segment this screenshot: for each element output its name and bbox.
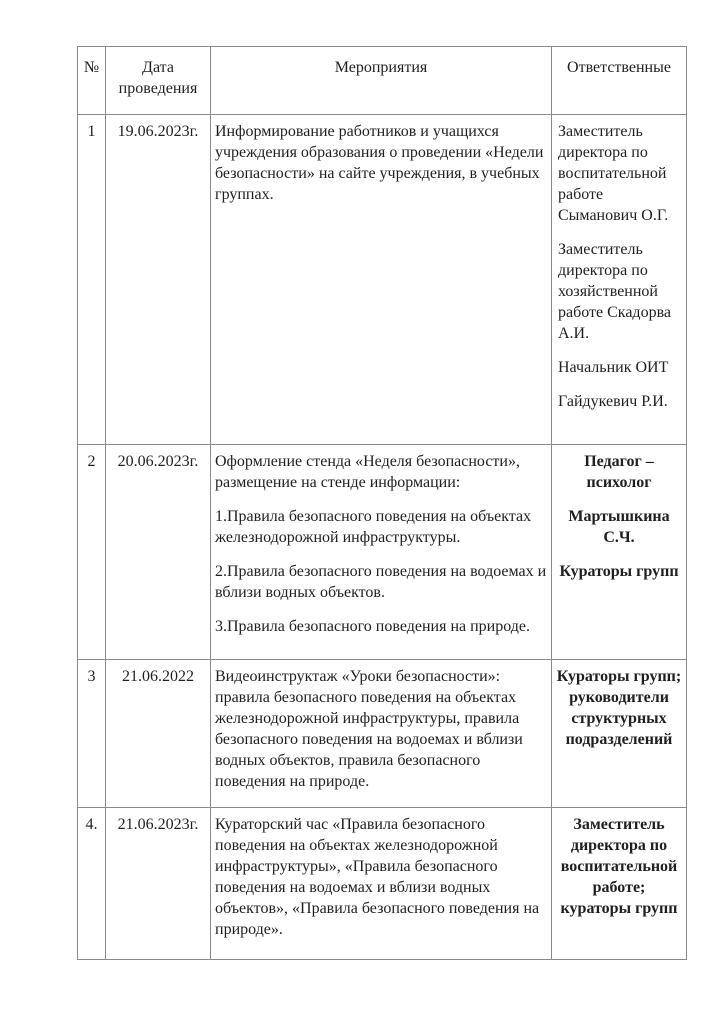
responsible-paragraph: Мартышкина С.Ч. — [568, 508, 670, 546]
responsible-paragraph: Кураторы групп — [559, 563, 679, 580]
row-number-cell: 4. — [78, 808, 106, 960]
responsible-paragraph: Педагог – психолог — [584, 453, 654, 491]
row-number-cell: 3 — [78, 660, 106, 808]
date-cell: 19.06.2023г. — [106, 115, 211, 445]
events-table — [77, 46, 687, 960]
row-number-cell: 2 — [78, 445, 106, 660]
activity-cell — [211, 808, 552, 960]
header-date: Дата проведения — [106, 47, 211, 115]
activity-paragraph: Кураторский час «Правила безопасного поведения на объектах железнодорожной инфраструктуры», «Правила безопасного поведения на водоемах и вблизи водных объектов», «Правила безопасного поведения на природе». — [215, 816, 540, 938]
row-number-cell: 1 — [78, 115, 106, 445]
responsible-paragraph: Кураторы групп; руководители структурных подразделений — [556, 668, 682, 748]
activity-paragraph: 1.Правила безопасного поведения на объектах железнодорожной инфраструктуры. — [215, 508, 532, 546]
responsible-cell — [552, 115, 687, 445]
table-row — [78, 115, 687, 445]
responsible-cell — [552, 445, 687, 660]
date-cell: 21.06.2023г. — [106, 808, 211, 960]
header-responsible: Ответственные — [552, 47, 687, 115]
table-row — [78, 660, 687, 808]
activity-cell — [211, 660, 552, 808]
activity-paragraph: 3.Правила безопасного поведения на природе. — [215, 618, 531, 635]
responsible-paragraph: Заместитель директора по воспитательной работе; кураторы групп — [560, 816, 678, 917]
table-row — [78, 445, 687, 660]
table-row — [78, 808, 687, 960]
activity-cell — [211, 115, 552, 445]
activity-paragraph: 2.Правила безопасного поведения на водоемах и вблизи водных объектов. — [215, 563, 547, 601]
date-cell: 21.06.2022 — [106, 660, 211, 808]
header-row — [78, 47, 687, 115]
responsible-cell — [552, 808, 687, 960]
header-activities: Мероприятия — [211, 47, 552, 115]
events-table-body — [78, 115, 687, 960]
responsible-paragraph: Заместитель директора по воспитательной работе Сыманович О.Г. — [558, 123, 669, 224]
activity-paragraph: Видеоинструктаж «Уроки безопасности»: правила безопасного поведения на объектах железнодорожной инфраструктуры, правила безопасного поведения на водоемах и вблизи водных объектов, правила безопасного поведения на природе. — [215, 668, 523, 790]
date-cell: 20.06.2023г. — [106, 445, 211, 660]
header-number: № — [78, 47, 106, 115]
activity-cell — [211, 445, 552, 660]
responsible-paragraph: Начальник ОИТ — [558, 359, 669, 376]
activity-paragraph: Информирование работников и учащихся учреждения образования о проведении «Недели безопасности» на сайте учреждения, в учебных группах. — [215, 123, 544, 203]
activity-paragraph: Оформление стенда «Неделя безопасности», размещение на стенде информации: — [215, 453, 520, 491]
responsible-paragraph: Гайдукевич Р.И. — [558, 393, 668, 410]
responsible-paragraph: Заместитель директора по хозяйственной работе Скадорва А.И. — [558, 241, 672, 342]
responsible-cell — [552, 660, 687, 808]
